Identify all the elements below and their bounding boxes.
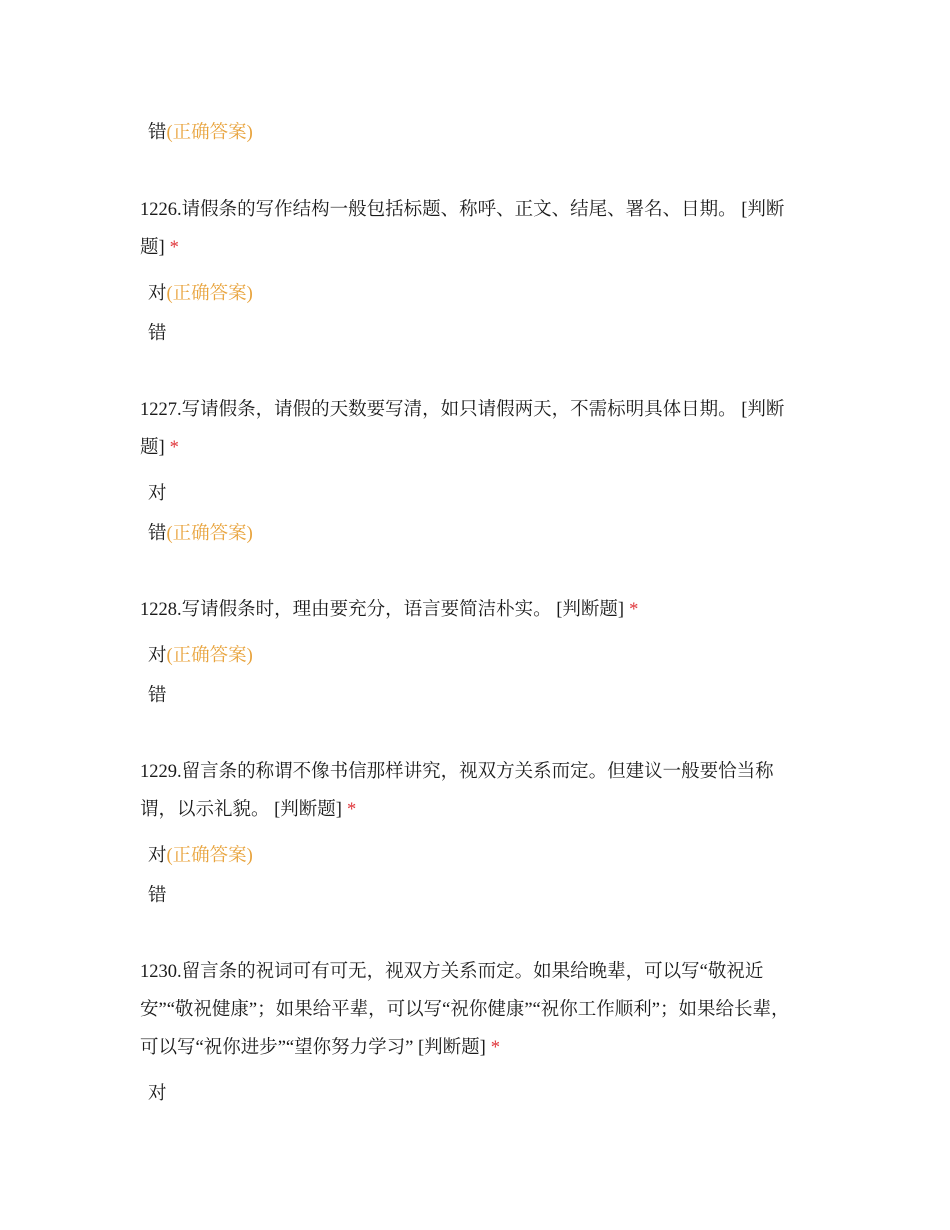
option-label: 对 (148, 484, 167, 504)
option-true[interactable] (148, 843, 253, 869)
required-mark: * (490, 1038, 501, 1058)
required-mark: * (629, 600, 639, 620)
option-false[interactable] (148, 521, 253, 547)
question-1226-text-cont: 题] * (140, 238, 179, 258)
option-false[interactable] (148, 321, 167, 347)
question-1230-text: 1230.留言条的祝词可有可无，视双方关系而定。如果给晚辈，可以写“敬祝近 (140, 962, 764, 982)
correct-answer-mark: (正确答案) (166, 646, 253, 666)
option-label: 错 (148, 886, 167, 906)
option-label: 错 (148, 686, 167, 706)
required-mark: * (169, 238, 179, 258)
option-true[interactable] (148, 643, 253, 669)
option-label: 对 (148, 846, 167, 866)
question-1229-text-cont: 谓，以示礼貌。 [判断题] * (140, 800, 357, 820)
question-1229-text: 1229.留言条的称谓不像书信那样讲究，视双方关系而定。但建议一般要恰当称 (140, 762, 774, 782)
question-1228-text: 1228.写请假条时，理由要充分，语言要简洁朴实。 [判断题] * (140, 600, 639, 620)
question-1227-text: 1227.写请假条，请假的天数要写清，如只请假两天，不需标明具体日期。 [判断 (140, 400, 785, 420)
option-label: 错 (148, 123, 167, 143)
correct-answer-mark: (正确答案) (166, 284, 253, 304)
question-1227-text-cont: 题] * (140, 438, 179, 458)
option-false[interactable] (148, 683, 167, 709)
option-label: 错 (148, 524, 167, 544)
correct-answer-mark: (正确答案) (166, 123, 253, 143)
required-mark: * (169, 438, 179, 458)
question-1230-text-cont: 安”“敬祝健康”；如果给平辈，可以写“祝你健康”“祝你工作顺利”；如果给长辈， (140, 1000, 790, 1020)
question-1226-text: 1226.请假条的写作结构一般包括标题、称呼、正文、结尾、署名、日期。 [判断 (140, 200, 785, 220)
option-false[interactable] (148, 120, 253, 146)
option-false[interactable] (148, 883, 167, 909)
option-label: 对 (148, 284, 167, 304)
option-label: 对 (148, 646, 167, 666)
required-mark: * (346, 800, 357, 820)
question-1230-text-cont2: 可以写“祝你进步”“望你努力学习” [判断题] * (140, 1038, 501, 1058)
option-true[interactable] (148, 481, 167, 507)
option-label: 对 (148, 1084, 167, 1104)
correct-answer-mark: (正确答案) (166, 524, 253, 544)
option-true[interactable] (148, 281, 253, 307)
option-label: 错 (148, 324, 167, 344)
option-true[interactable] (148, 1081, 167, 1107)
correct-answer-mark: (正确答案) (166, 846, 253, 866)
